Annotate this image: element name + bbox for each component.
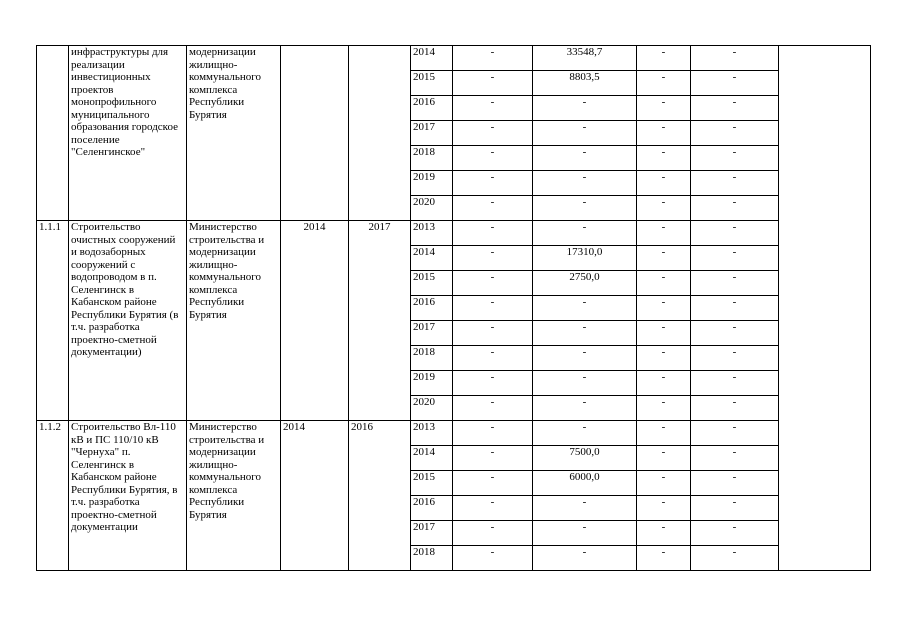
value-cell: -: [453, 46, 533, 71]
value-cell: -: [453, 446, 533, 471]
value-cell: -: [637, 496, 691, 521]
value-cell: -: [637, 396, 691, 421]
value-cell: -: [453, 121, 533, 146]
item-1-1-1-name: Строительство очистных сооружений и водозаборных сооружений с водопроводом в п. Селенгинск в Кабанском районе Республики Бурятия (в т.ч. разработка проектно-сметной документации): [69, 221, 187, 421]
value-cell: -: [691, 221, 779, 246]
value-cell: -: [453, 496, 533, 521]
value-cell: 7500,0: [533, 446, 637, 471]
value-cell: -: [453, 346, 533, 371]
value-cell: -: [533, 346, 637, 371]
table-body: [37, 46, 871, 571]
value-cell: 6000,0: [533, 471, 637, 496]
year-cell: 2020: [411, 196, 453, 221]
value-cell: -: [533, 121, 637, 146]
value-cell: -: [453, 396, 533, 421]
value-cell: -: [533, 96, 637, 121]
year-cell: 2016: [411, 296, 453, 321]
value-cell: -: [691, 521, 779, 546]
year-cell: 2018: [411, 546, 453, 571]
value-cell: -: [691, 271, 779, 296]
value-cell: -: [637, 446, 691, 471]
empty-cell: [779, 46, 871, 571]
value-cell: -: [691, 346, 779, 371]
year-cell: 2019: [411, 171, 453, 196]
value-cell: -: [691, 71, 779, 96]
top-block-name: инфраструктуры для реализации инвестиционных проектов монопрофильного муниципального образования городское поселение "Селенгинское": [69, 46, 187, 221]
value-cell: -: [533, 196, 637, 221]
value-cell: -: [453, 71, 533, 96]
item-1-1-2-number: 1.1.2: [37, 421, 69, 571]
value-cell: -: [533, 546, 637, 571]
value-cell: -: [453, 246, 533, 271]
value-cell: -: [691, 121, 779, 146]
value-cell: -: [691, 246, 779, 271]
item-1-1-1-number: 1.1.1: [37, 221, 69, 421]
value-cell: -: [691, 296, 779, 321]
value-cell: -: [533, 521, 637, 546]
value-cell: -: [637, 46, 691, 71]
value-cell: -: [691, 46, 779, 71]
value-cell: 8803,5: [533, 71, 637, 96]
year-cell: 2014: [411, 446, 453, 471]
top-block-end-year: [349, 46, 411, 221]
value-cell: -: [691, 421, 779, 446]
item-1-1-1-end-year: 2017: [349, 221, 411, 421]
value-cell: -: [691, 496, 779, 521]
value-cell: -: [637, 171, 691, 196]
top-block-number: [37, 46, 69, 221]
value-cell: -: [637, 96, 691, 121]
value-cell: -: [691, 96, 779, 121]
value-cell: 2750,0: [533, 271, 637, 296]
item-1-1-2-name: Строительство Вл-110 кВ и ПС 110/10 кВ "Чернуха" п. Селенгинск в Кабанском районе Республики Бурятия, в т.ч. разработка проектно-сметной документации: [69, 421, 187, 571]
value-cell: -: [637, 346, 691, 371]
value-cell: -: [637, 296, 691, 321]
value-cell: -: [691, 321, 779, 346]
value-cell: -: [637, 121, 691, 146]
year-cell: 2015: [411, 471, 453, 496]
year-cell: 2016: [411, 496, 453, 521]
value-cell: -: [453, 221, 533, 246]
value-cell: -: [637, 471, 691, 496]
value-cell: -: [637, 146, 691, 171]
value-cell: -: [637, 321, 691, 346]
value-cell: -: [453, 171, 533, 196]
value-cell: -: [533, 421, 637, 446]
value-cell: -: [453, 146, 533, 171]
value-cell: -: [533, 396, 637, 421]
year-cell: 2020: [411, 396, 453, 421]
value-cell: -: [453, 96, 533, 121]
value-cell: -: [453, 321, 533, 346]
value-cell: -: [691, 446, 779, 471]
value-cell: -: [691, 196, 779, 221]
value-cell: -: [453, 471, 533, 496]
value-cell: -: [691, 471, 779, 496]
value-cell: -: [453, 196, 533, 221]
value-cell: 17310,0: [533, 246, 637, 271]
value-cell: -: [453, 271, 533, 296]
item-1-1-2-executor: Министерство строительства и модернизации жилищно-коммунального комплекса Республики Бурятия: [187, 421, 281, 571]
value-cell: -: [533, 221, 637, 246]
year-cell: 2017: [411, 521, 453, 546]
value-cell: -: [453, 296, 533, 321]
year-cell: 2013: [411, 221, 453, 246]
year-cell: 2015: [411, 71, 453, 96]
value-cell: -: [637, 521, 691, 546]
item-1-1-1-executor: Министерство строительства и модернизации жилищно-коммунального комплекса Республики Бурятия: [187, 221, 281, 421]
item-1-1-2-end-year: 2016: [349, 421, 411, 571]
program-table: [36, 45, 871, 571]
year-cell: 2014: [411, 46, 453, 71]
year-cell: 2016: [411, 96, 453, 121]
value-cell: -: [637, 246, 691, 271]
value-cell: -: [637, 421, 691, 446]
year-cell: 2014: [411, 246, 453, 271]
value-cell: -: [691, 546, 779, 571]
value-cell: -: [533, 321, 637, 346]
value-cell: -: [533, 171, 637, 196]
top-block-executor: модернизации жилищно-коммунального комплекса Республики Бурятия: [187, 46, 281, 221]
top-block-start-year: [281, 46, 349, 221]
table-row: [37, 46, 871, 71]
value-cell: -: [533, 496, 637, 521]
table-row: [37, 421, 871, 446]
year-cell: 2017: [411, 121, 453, 146]
value-cell: -: [637, 221, 691, 246]
value-cell: -: [453, 371, 533, 396]
value-cell: -: [637, 271, 691, 296]
value-cell: -: [637, 196, 691, 221]
table-row: [37, 221, 871, 246]
year-cell: 2018: [411, 346, 453, 371]
value-cell: 33548,7: [533, 46, 637, 71]
year-cell: 2018: [411, 146, 453, 171]
value-cell: -: [453, 521, 533, 546]
value-cell: -: [691, 146, 779, 171]
value-cell: -: [637, 546, 691, 571]
value-cell: -: [533, 296, 637, 321]
value-cell: -: [533, 146, 637, 171]
value-cell: -: [691, 371, 779, 396]
item-1-1-2-start-year: 2014: [281, 421, 349, 571]
value-cell: -: [637, 371, 691, 396]
year-cell: 2019: [411, 371, 453, 396]
value-cell: -: [453, 421, 533, 446]
item-1-1-1-start-year: 2014: [281, 221, 349, 421]
value-cell: -: [637, 71, 691, 96]
value-cell: -: [691, 396, 779, 421]
value-cell: -: [453, 546, 533, 571]
year-cell: 2013: [411, 421, 453, 446]
year-cell: 2017: [411, 321, 453, 346]
value-cell: -: [533, 371, 637, 396]
year-cell: 2015: [411, 271, 453, 296]
value-cell: -: [691, 171, 779, 196]
